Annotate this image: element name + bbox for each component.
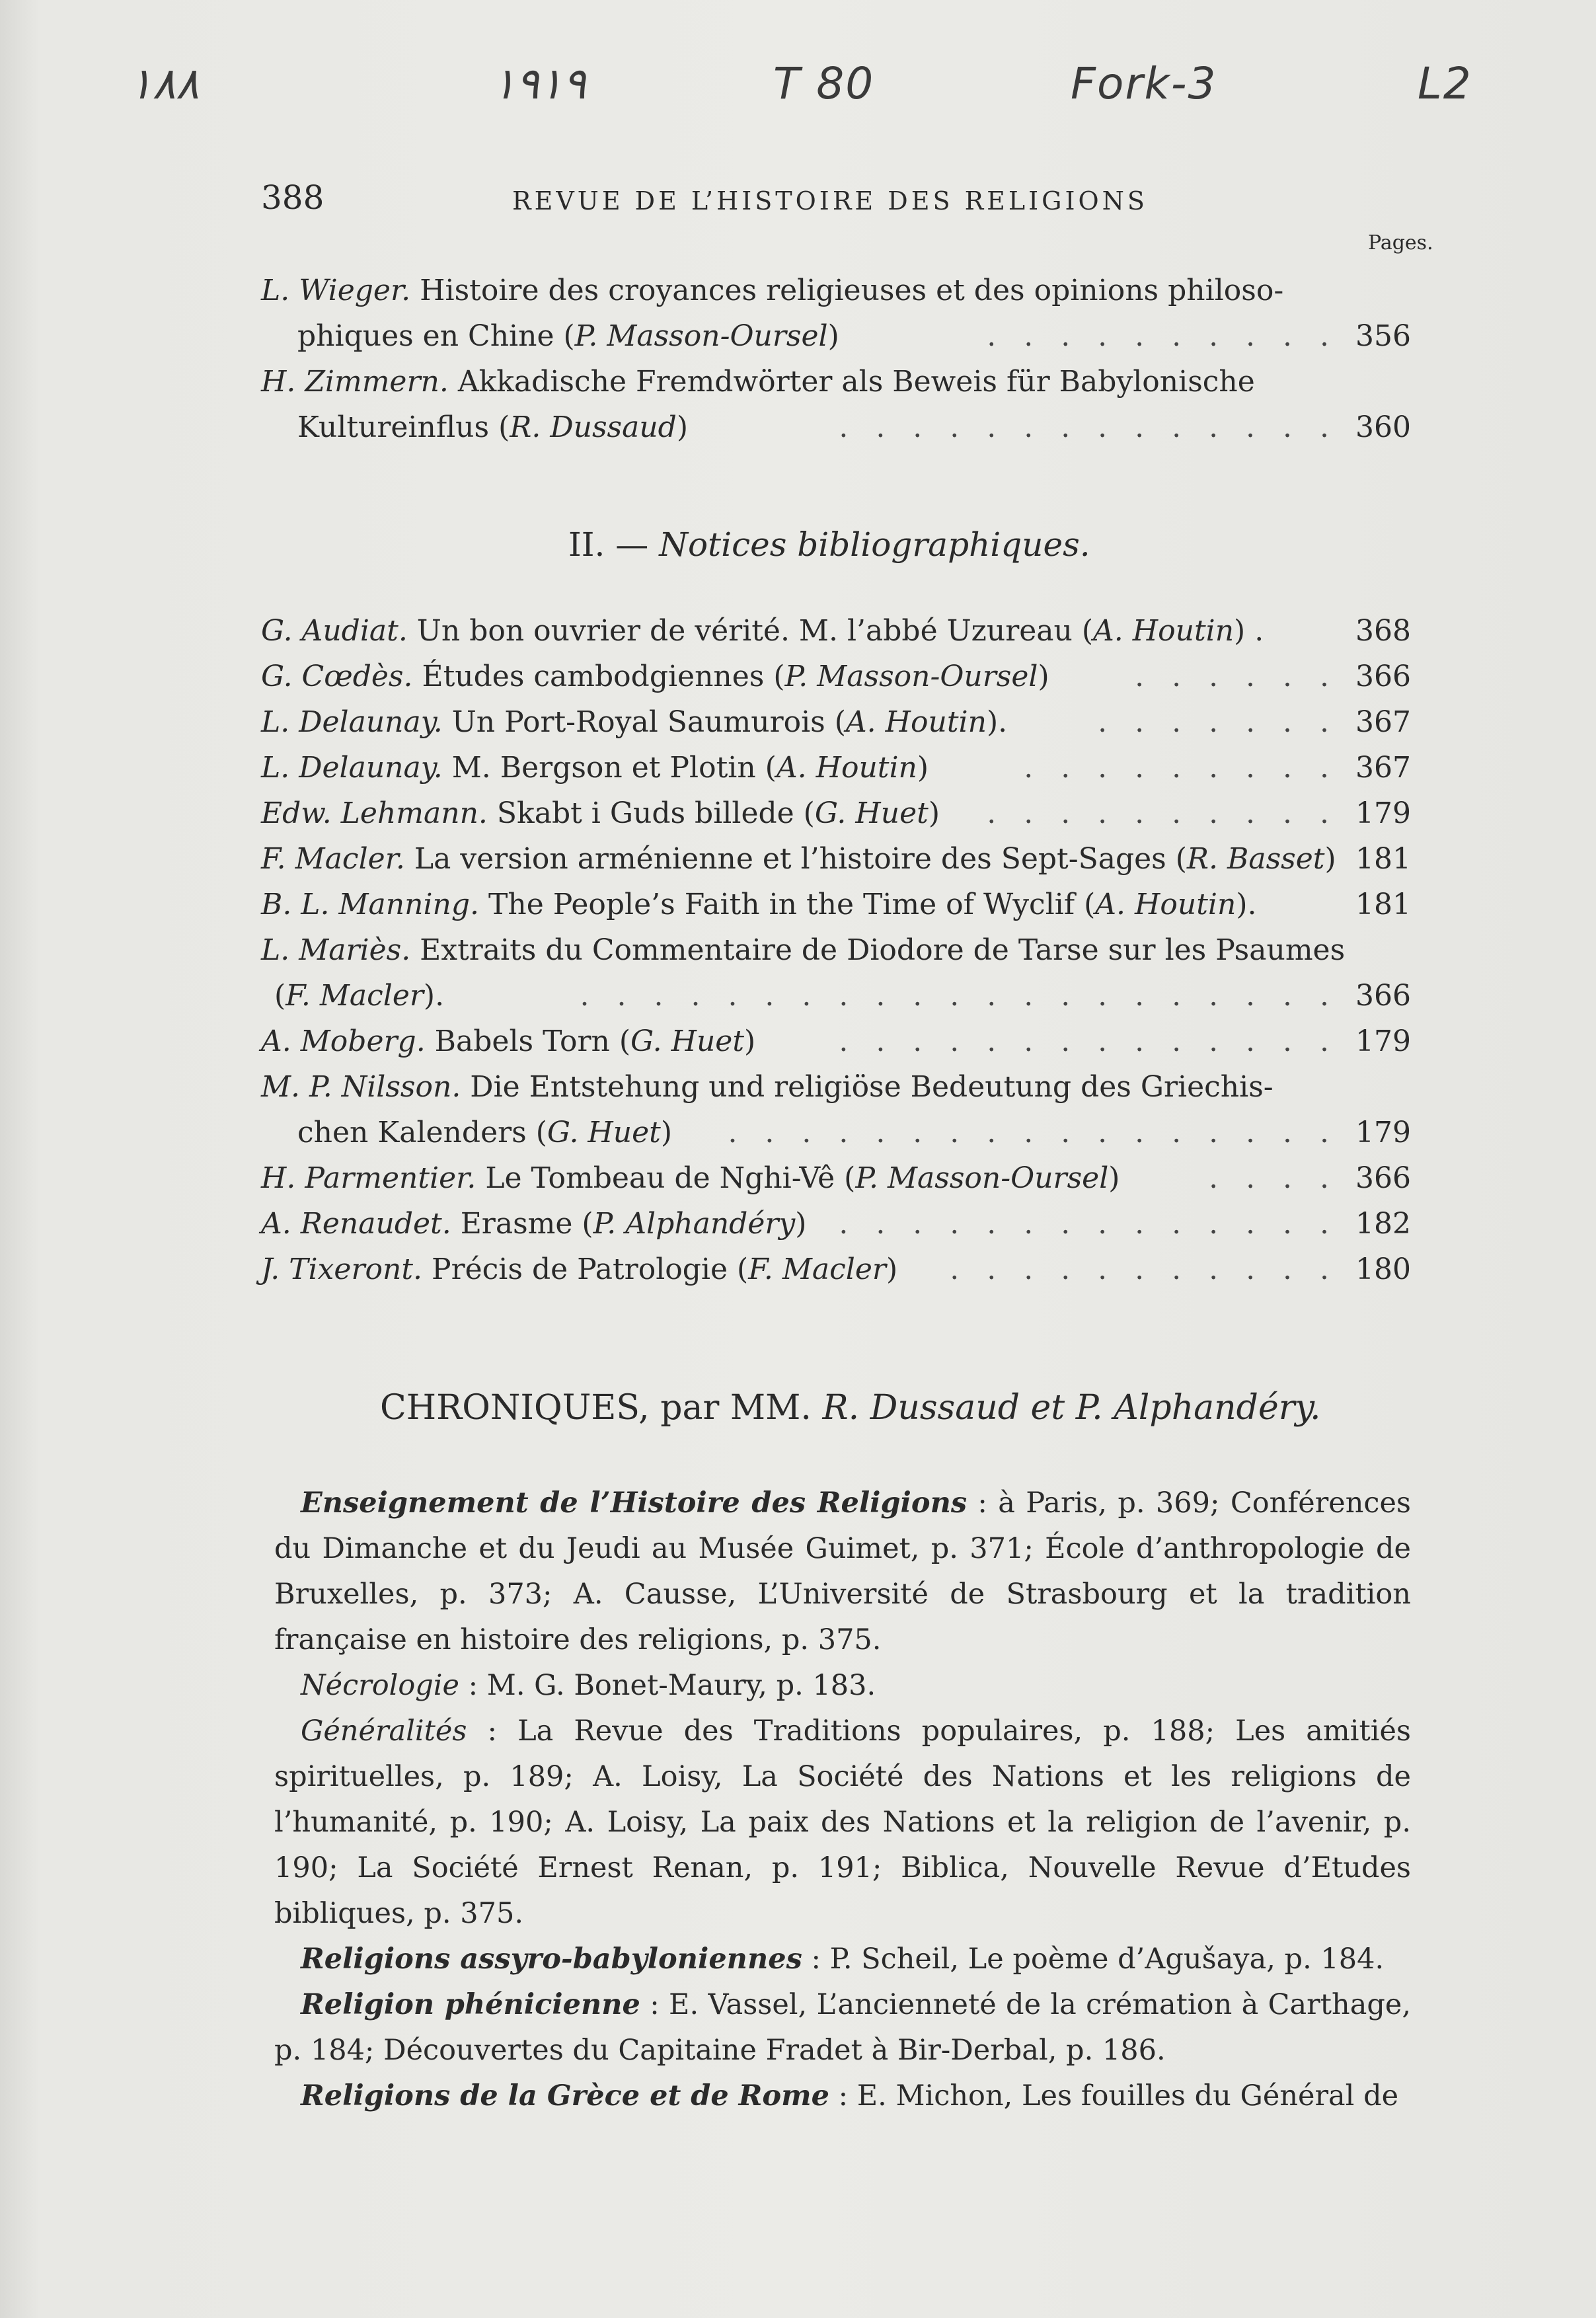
toc-entry (261, 1019, 1411, 1064)
entry-author: L. Mariès. (261, 933, 411, 967)
entry-paren: ) (744, 1024, 756, 1058)
entry-title: Babels Torn ( (425, 1024, 631, 1058)
running-header (261, 178, 1408, 218)
chronique-paragraph (274, 1937, 1411, 1982)
toc-entry (261, 745, 1411, 791)
leader-dots: . . . . . . . . . . (987, 796, 1338, 830)
leader-dots: . . . . . . . . . . . (950, 1253, 1338, 1286)
toc-entry-continuation (261, 405, 1411, 450)
entry-reviewer: F. Macler (285, 979, 424, 1013)
entry-reviewer: R. Basset (1186, 842, 1325, 876)
journal-title: REVUE DE L’HISTOIRE DES RELIGIONS (512, 186, 1148, 215)
leader-dots: . . . . . . . . . . . . . . (839, 410, 1338, 444)
toc-entry (261, 699, 1411, 745)
entry-author: G. Audiat. (261, 614, 408, 648)
entry-reviewer: A. Houtin (1095, 888, 1236, 921)
chronique-lead: Religions assyro-babyloniennes (301, 1943, 802, 1976)
entry-paren: ). (423, 979, 445, 1013)
chronique-paragraph (274, 1982, 1411, 2073)
leader-dots: . . . . . . . . . . (987, 319, 1338, 353)
entry-page: 367 (1355, 751, 1411, 785)
leader-dots: . . . . . . . (1098, 705, 1338, 739)
entry-paren: ) (660, 1116, 673, 1149)
handwritten-annotation: ١٨٨ (129, 58, 200, 109)
toc-entry (261, 359, 1411, 405)
entry-title: Erasme ( (451, 1207, 593, 1241)
entry-title: ( (274, 979, 286, 1013)
leader-dots: . . . . . . (1135, 660, 1338, 693)
leader-dots: . . . . . . . . . . . . . . . . . (728, 1116, 1338, 1149)
leader-dots: . . . . . . . . . . . . . . . . . . . . . (580, 979, 1338, 1013)
toc-entry (261, 882, 1411, 927)
entry-title: phiques en Chine ( (297, 319, 575, 353)
entry-author: A. Moberg. (261, 1024, 426, 1058)
entry-paren: ) (1108, 1161, 1120, 1195)
entry-author: G. Cœdès. (261, 660, 413, 693)
entry-page: 366 (1355, 979, 1411, 1013)
section-heading (568, 525, 1090, 564)
entry-reviewer: A. Houtin (845, 705, 987, 739)
chronique-lead: Nécrologie (301, 1669, 459, 1702)
entry-title: Le Tombeau de Nghi-Vê ( (476, 1161, 856, 1195)
notices-list (261, 608, 1411, 1292)
comptes-rendus-list (261, 268, 1411, 450)
section-dash: — (605, 525, 660, 564)
entry-reviewer: G. Huet (630, 1024, 745, 1058)
entry-page: 179 (1355, 796, 1411, 830)
entry-reviewer: P. Masson-Oursel (574, 319, 828, 353)
page-number: 388 (261, 178, 324, 217)
chronique-text: : E. Michon, Les fouilles du Général de (829, 2079, 1399, 2112)
leader-dots: . . . . . . . . . (1024, 751, 1338, 785)
chronique-lead: Enseignement de l’Histoire des Religions (301, 1487, 968, 1520)
entry-author: M. P. Nilsson. (261, 1070, 461, 1104)
chroniques-title: CHRONIQUES, par MM. (380, 1388, 823, 1428)
entry-reviewer: F. Macler (748, 1253, 886, 1286)
toc-entry (261, 1247, 1411, 1292)
entry-title: Kultureinflus ( (297, 410, 510, 444)
toc-entry (261, 1201, 1411, 1247)
chronique-text: : La Revue des Traditions populaires, p. 188; Les amitiés spirituelles, p. 189; A. Loisy, La Société des Nations et les religions de l’humanité, p. 190; A. Loisy, La paix des Nations et la religion de l’avenir, p. 190; La Société Ernest Renan, p. 191; Biblica, Nouvelle Revue d’Etudes bibliques, p. 375. (274, 1715, 1411, 1930)
handwritten-annotation: L2 (1418, 58, 1472, 109)
toc-entry: G. Audiat. Un bon ouvrier de vérité. M. l’abbé Uzureau (A. Houtin) . 368 (261, 608, 1411, 654)
chronique-lead: Religions de la Grèce et de Rome (301, 2079, 829, 2112)
toc-entry (261, 1155, 1411, 1201)
chronique-paragraph (274, 2073, 1411, 2119)
entry-title: Extraits du Commentaire de Diodore de Tarse sur les Psaumes (410, 933, 1346, 967)
toc-entry-continuation (261, 1110, 1411, 1155)
entry-title: Études cambodgiennes ( (412, 660, 785, 693)
entry-reviewer: P. Alphandéry (593, 1207, 796, 1241)
entry-page: 366 (1355, 660, 1411, 693)
entry-page: 179 (1355, 1024, 1411, 1058)
toc-entry (261, 836, 1411, 882)
entry-page: 179 (1355, 1116, 1411, 1149)
entry-reviewer: R. Dussaud (510, 410, 677, 444)
chroniques-authors: R. Dussaud et P. Alphandéry. (822, 1388, 1321, 1428)
entry-title: Die Entstehung und religiöse Bedeutung des Griechis- (461, 1070, 1273, 1104)
toc-entry (261, 927, 1411, 973)
entry-author: H. Zimmern. (261, 365, 449, 399)
entry-paren: ) (827, 319, 839, 353)
entry-author: J. Tixeront. (261, 1253, 422, 1286)
entry-page: 180 (1355, 1253, 1411, 1286)
leader-dots: . . . . . . . . . . . . . . (839, 1207, 1338, 1241)
entry-paren: ) (1234, 614, 1246, 648)
entry-page: 360 (1355, 410, 1411, 444)
entry-author: B. L. Manning. (261, 888, 480, 921)
chronique-text: : M. G. Bonet-Maury, p. 183. (459, 1669, 876, 1702)
entry-title: Précis de Patrologie ( (422, 1253, 749, 1286)
chroniques-body (274, 1481, 1411, 2119)
chronique-paragraph (274, 1481, 1411, 1663)
entry-page: 181 (1355, 888, 1411, 921)
entry-reviewer: P. Masson-Oursel (855, 1161, 1109, 1195)
entry-title: The People’s Faith in the Time of Wyclif ( (479, 888, 1096, 921)
entry-page: 368 (1355, 614, 1411, 648)
entry-paren: ) (928, 796, 940, 830)
toc-entry (261, 791, 1411, 836)
entry-paren: ) (1324, 842, 1336, 876)
entry-paren: ) (1038, 660, 1049, 693)
toc-entry (261, 1064, 1411, 1110)
toc-entry-continuation (261, 973, 1411, 1019)
entry-author: F. Macler. (261, 842, 405, 876)
chronique-paragraph (274, 1663, 1411, 1709)
entry-author: H. Parmentier. (261, 1161, 476, 1195)
chroniques-heading (380, 1388, 1321, 1428)
entry-paren: ) (886, 1253, 898, 1286)
handwritten-annotation: Fork​-3 (1071, 58, 1217, 109)
entry-paren: ). (986, 705, 1008, 739)
section-numeral: II. (568, 525, 605, 564)
entry-author: L. Delaunay. (261, 705, 443, 739)
entry-reviewer: G. Huet (814, 796, 929, 830)
entry-title: Un Port-Royal Saumurois ( (442, 705, 846, 739)
entry-author: Edw. Lehmann. (261, 796, 488, 830)
entry-paren: ) (917, 751, 929, 785)
entry-page: 182 (1355, 1207, 1411, 1241)
handwritten-annotation: ١٩١٩ (492, 58, 586, 109)
chronique-text: : P. Scheil, Le poème d’Agušaya, p. 184. (802, 1943, 1385, 1976)
entry-title: Un bon ouvrier de vérité. M. l’abbé Uzureau ( (407, 614, 1093, 648)
entry-title: Skabt i Guds billede ( (487, 796, 815, 830)
entry-page: 181 (1355, 842, 1411, 876)
entry-paren: ) (795, 1207, 807, 1241)
entry-reviewer: P. Masson-Oursel (784, 660, 1038, 693)
entry-title: chen Kalenders ( (297, 1116, 547, 1149)
entry-author: L. Wieger. (261, 274, 411, 307)
entry-reviewer: A. Houtin (1093, 614, 1235, 648)
chronique-lead: Religion phénicienne (301, 1988, 640, 2021)
entry-reviewer: G. Huet (547, 1116, 661, 1149)
entry-page: 366 (1355, 1161, 1411, 1195)
toc-entry (261, 268, 1411, 313)
toc-entry (261, 654, 1411, 699)
entry-page: 356 (1355, 319, 1411, 353)
entry-title: La version arménienne et l’histoire des Sept-Sages ( (404, 842, 1187, 876)
leader-dots: . . . . (1209, 1161, 1338, 1195)
entry-author: A. Renaudet. (261, 1207, 451, 1241)
leader-dots: . . . . . . . . . . . . . . (839, 1024, 1338, 1058)
chronique-text: : à Paris, p. 369; Conférences du Dimanche et du Jeudi au Musée Guimet, p. 371; École d’anthropologie de Bruxelles, p. 373; A. Causse, L’Université de Strasbourg et la tradition française en histoire des religions, p. 375. (274, 1487, 1411, 1656)
entry-title: Histoire des croyances religieuses et des opinions philoso- (410, 274, 1284, 307)
entry-paren: ) (676, 410, 689, 444)
entry-reviewer: A. Houtin (776, 751, 917, 785)
entry-author: L. Delaunay. (261, 751, 443, 785)
toc-entry-continuation (261, 313, 1411, 359)
chronique-paragraph (274, 1709, 1411, 1937)
section-title: Notices bibliographiques. (659, 525, 1090, 564)
entry-title: Akkadische Fremdwörter als Beweis für Babylonische (448, 365, 1255, 399)
chronique-text: : E. Vassel, L’ancienneté de la crémation à Carthage, p. 184; Découvertes du Capitaine Fradet à Bir-Derbal, p. 186. (274, 1988, 1411, 2067)
handwritten-annotation: T 80 (773, 58, 875, 109)
chronique-lead: Généralités (301, 1715, 467, 1748)
entry-page: 367 (1355, 705, 1411, 739)
entry-title: M. Bergson et Plotin ( (442, 751, 777, 785)
entry-paren: ). (1236, 888, 1257, 921)
pages-column-label: Pages. (1368, 231, 1433, 254)
